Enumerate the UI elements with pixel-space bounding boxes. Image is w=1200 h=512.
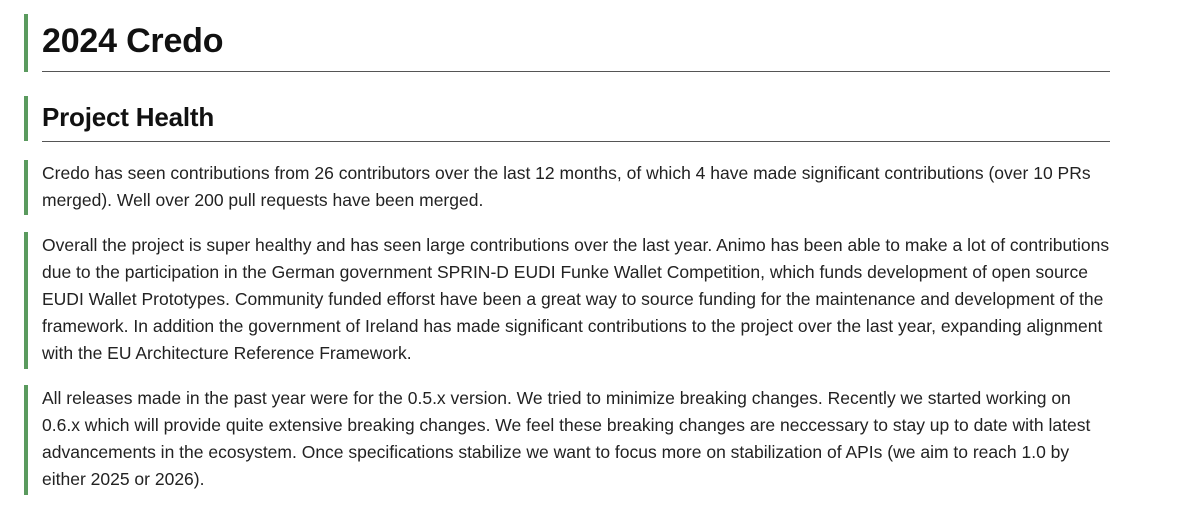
paragraph-accent-bar: [24, 232, 28, 369]
paragraph: Credo has seen contributions from 26 contributors over the last 12 months, of which 4 have made significant contributions (over 10 PRs merged). Well over 200 pull requests have been merged.: [42, 163, 1091, 210]
title-rule-wrap: [24, 71, 1110, 72]
section-accent-bar: [24, 96, 28, 141]
paragraph-block-1: [24, 160, 1110, 215]
paragraph: Overall the project is super healthy and has seen large contributions over the last year. Animo has been able to make a lot of contributions due to the participation in the German government SPRIN-D EUDI Funke Wallet Competition, which funds development of open source EUDI Wallet Prototypes. Community funded efforst have been a great way to source funding for the maintenance and development of the framework. In addition the government of Ireland has made significant contributions to the project over the last year, expanding alignment with the EU Architecture Reference Framework.: [42, 235, 1110, 363]
section-divider: [42, 141, 1110, 142]
paragraph-accent-bar: [24, 385, 28, 495]
page-title: 2024 Credo: [42, 22, 224, 60]
title-divider: [42, 71, 1110, 72]
section-heading: Project Health: [42, 102, 215, 132]
title-block: [24, 14, 1110, 72]
section-rule-wrap: [24, 141, 1110, 142]
paragraph: All releases made in the past year were for the 0.5.x version. We tried to minimize breaking changes. Recently we started working on 0.6.x which will provide quite extensive breaking changes. We feel these breaking changes are neccessary to stay up to date with latest advancements in the ecosystem. Once specifications stabilize we want to focus more on stabilization of APIs (we aim to reach 1.0 by either 2025 or 2026).: [42, 388, 1091, 489]
title-accent-bar: [24, 14, 28, 72]
paragraph-block-3: [24, 385, 1110, 495]
section-heading-block: [24, 96, 1110, 141]
paragraph-accent-bar: [24, 160, 28, 215]
paragraph-block-2: [24, 232, 1110, 369]
